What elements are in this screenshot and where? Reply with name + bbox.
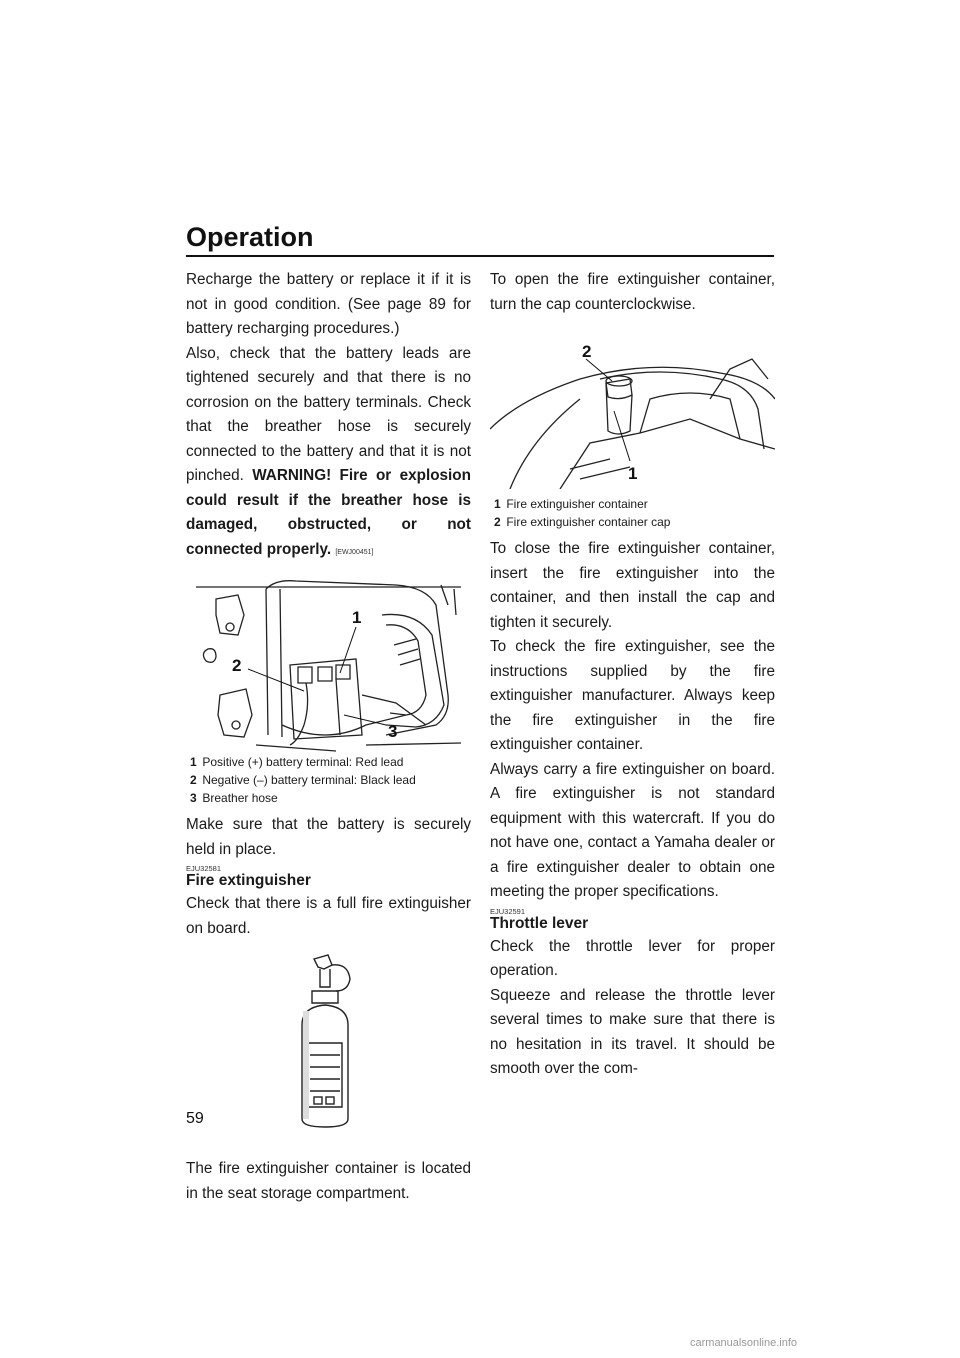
open-container-paragraph: To open the fire extinguisher container, turn the cap counterclockwise.: [490, 271, 775, 313]
battery-secure-paragraph: Make sure that the battery is securely held in place.: [186, 816, 471, 858]
section-code: EJU32581: [186, 864, 222, 873]
caption-item: 2 Fire extinguisher container cap: [494, 515, 671, 529]
breather-hose-warning: WARNING! Fire or explosion could result if the breather hose is damaged, obstructed, or not connected properly.: [186, 467, 471, 558]
battery-caption: [186, 753, 471, 807]
battery-recharge-paragraph: Recharge the battery or replace it if it is not in good condition. (See page 89 for battery recharging procedures.): [186, 271, 471, 337]
close-container-paragraph: To close the fire extinguisher container, insert the fire extinguisher into the container, and then install the cap and tighten it securely.: [490, 540, 775, 631]
warning-ref-code: [EWJ00451]: [335, 548, 374, 556]
section-code: EJU32591: [490, 906, 526, 916]
battery-leads-paragraph: [186, 342, 471, 566]
caption-item: 3 Breather hose: [190, 791, 278, 805]
battery-callout-1: 1: [352, 608, 362, 627]
header-rule: [186, 255, 774, 257]
throttle-lever-heading: Throttle lever: [490, 914, 589, 932]
page-title: Operation: [186, 222, 314, 252]
extinguisher-figure: [288, 951, 471, 1131]
battery-callout-2: 2: [232, 656, 242, 675]
battery-illustration: [186, 575, 466, 753]
caption-item: 1 Fire extinguisher container: [494, 497, 648, 511]
container-figure: [490, 339, 775, 531]
caption-item: 2 Negative (–) battery terminal: Black lead: [190, 773, 416, 787]
throttle-check-paragraph: Check the throttle lever for proper operation.: [490, 937, 775, 979]
left-column: [186, 268, 471, 1206]
container-illustration: [490, 339, 775, 489]
carry-extinguisher-paragraph: Always carry a fire extinguisher on board. A fire extinguisher is not standard equipment with this watercraft. If you do not have one, contact a Yamaha dealer or a fire extinguisher dealer to obtain one meeting the proper specifications.: [490, 760, 775, 900]
right-column: [490, 268, 775, 1082]
battery-callout-3: 3: [388, 722, 398, 741]
container-callout-1: 1: [628, 464, 638, 483]
throttle-squeeze-paragraph: Squeeze and release the throttle lever several times to make sure that there is no hesitation in its travel. It should be smooth over the com-: [490, 986, 775, 1077]
fire-extinguisher-paragraph: Check that there is a full fire extinguisher on board.: [186, 895, 471, 937]
battery-figure: [186, 575, 471, 807]
battery-leads-text: Also, check that the battery leads are tightened securely and that there is no corrosion on the battery terminals. Check that the breather hose is securely connected to the battery and that it is not pinched.: [186, 344, 471, 484]
container-caption: [490, 495, 775, 531]
caption-item: 1 Positive (+) battery terminal: Red lead: [190, 755, 404, 769]
extinguisher-illustration: [288, 951, 368, 1131]
container-callout-2: 2: [582, 342, 592, 361]
check-extinguisher-paragraph: To check the fire extinguisher, see the instructions supplied by the fire extinguisher manufacturer. Always keep the fire extinguisher in the fire extinguisher container.: [490, 638, 775, 753]
container-location-paragraph: The fire extinguisher container is located in the seat storage compartment.: [186, 1160, 471, 1202]
fire-extinguisher-heading: Fire extinguisher: [186, 872, 311, 889]
page-number: 59: [186, 1110, 204, 1127]
footer-watermark: carmanualsonline.info: [690, 1337, 798, 1349]
